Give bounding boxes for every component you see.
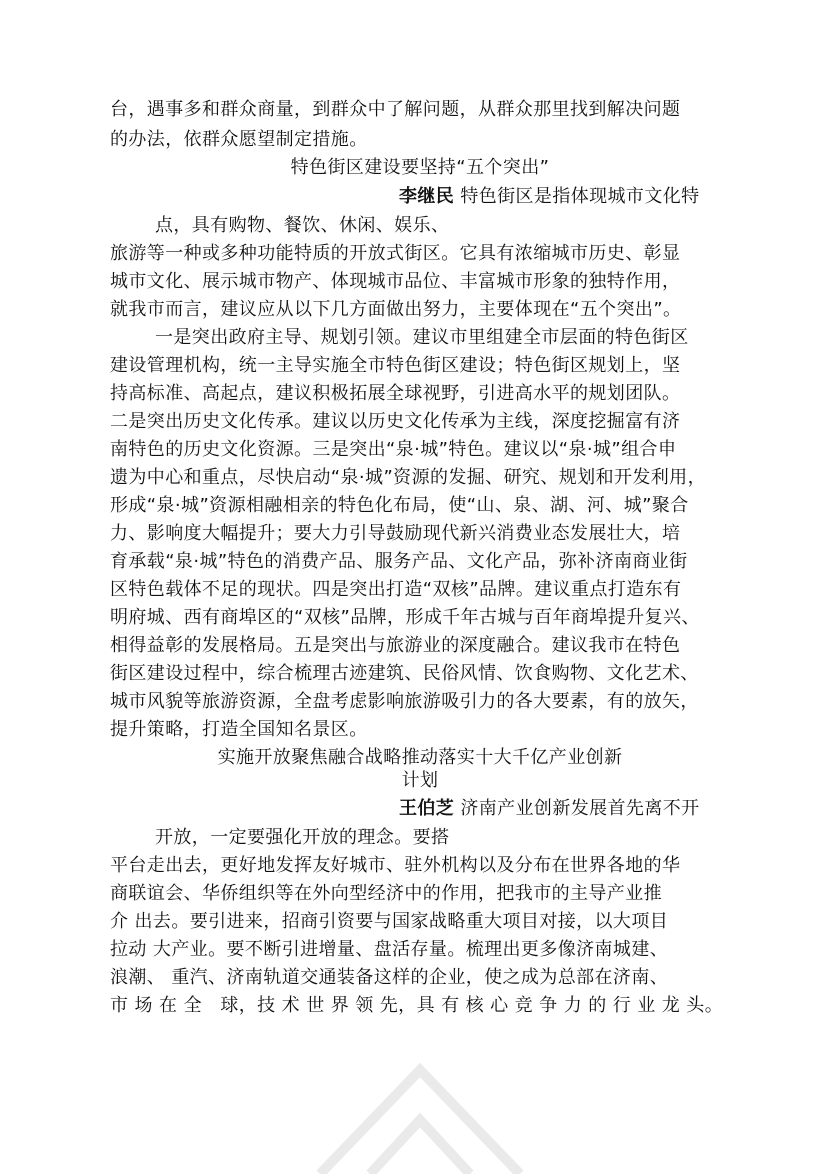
paragraph-line: 就我市而言，建议应从以下几方面做出努力，主要体现在“五个突出”。 <box>110 299 682 320</box>
paragraph-line: 商联谊会、华侨组织等在外向型经济中的作用，把我市的主导产业推 <box>110 883 662 904</box>
section-title-continued: 计划 <box>401 770 439 791</box>
watermark-graphic <box>300 1050 540 1174</box>
paragraph-line: 的办法，依群众愿望制定措施。 <box>110 129 368 150</box>
author-name: 李继民 <box>399 186 455 207</box>
paragraph-line: 力、影响度大幅提升；要大力引导鼓励现代新兴消费业态发展壮大，培 <box>110 523 681 544</box>
paragraph-line: 浪潮、 重汽、济南轨道交通装备这样的企业，使之成为总部在济南、 <box>110 967 669 988</box>
paragraph-line: 建设管理机构，统一主导实施全市特色街区建设；特色街区规划上，坚 <box>110 355 681 376</box>
paragraph-line: 育承载“泉·城”特色的消费产品、服务产品、文化产品，弥补济南商业街 <box>110 551 688 572</box>
paragraph-line: 南特色的历史文化资源。三是突出“泉·城”特色。建议以“泉·城”组合申 <box>110 439 677 460</box>
author-line <box>399 796 700 822</box>
section-title: 特色街区建设要坚持“五个突出” <box>290 157 550 178</box>
paragraph-line: 一是突出政府主导、规划引领。建议市里组建全市层面的特色街区 <box>155 327 689 348</box>
paragraph-line: 持高标准、高起点，建议积极拓展全球视野，引进高水平的规划团队。 <box>110 383 681 404</box>
paragraph-line: 相得益彰的发展格局。五是突出与旅游业的深度融合。建议我市在特色 <box>110 635 681 656</box>
paragraph-line: 旅游等一种或多种功能特质的开放式街区。它具有浓缩城市历史、彰显 <box>110 243 681 264</box>
paragraph-line: 明府城、西有商埠区的“双核”品牌，形成千年古城与百年商埠提升复兴、 <box>110 607 700 628</box>
paragraph-line: 区特色载体不足的现状。四是突出打造“双核”品牌。建议重点打造东有 <box>110 579 682 600</box>
paragraph-line: 提升策略，打造全国知名景区。 <box>110 719 368 740</box>
paragraph-line: 市 场 在 全 球，技 术 世 界 领 先，具 有 核 心 竞 争 力 的 行 业 龙 头。 <box>110 995 724 1016</box>
author-name: 王伯芝 <box>399 798 455 819</box>
paragraph-line: 点，具有购物、餐饮、休闲、娱乐、 <box>155 215 450 236</box>
author-text: 特色街区是指体现城市文化特 <box>454 186 700 207</box>
paragraph-line: 城市文化、展示城市物产、体现城市品位、丰富城市形象的独特作用， <box>110 271 681 292</box>
paragraph-line: 城市风貌等旅游资源，全盘考虑影响旅游吸引力的各大要素，有的放矢， <box>110 691 699 712</box>
paragraph-line: 介 出去。要引进来，招商引资要与国家战略重大项目对接，以大项目 <box>110 911 669 932</box>
paragraph-line: 拉动 大产业。要不断引进增量、盘活存量。梳理出更多像济南城建、 <box>110 939 669 960</box>
paragraph-line: 街区建设过程中，综合梳理古迹建筑、民俗风情、饮食购物、文化艺术、 <box>110 663 699 684</box>
paragraph-line: 形成“泉·城”资源相融相亲的特色化布局，使“山、泉、湖、河、城”聚合 <box>110 495 689 516</box>
paragraph-line: 平台走出去，更好地发挥友好城市、驻外机构以及分布在世界各地的华 <box>110 855 681 876</box>
section-title: 实施开放聚焦融合战略推动落实十大千亿产业创新 <box>217 747 623 768</box>
paragraph-line: 遗为中心和重点，尽快启动“泉·城”资源的发掘、研究、规划和开发利用， <box>110 467 706 488</box>
paragraph-line: 台，遇事多和群众商量，到群众中了解问题，从群众那里找到解决问题 <box>110 99 681 120</box>
paragraph-line: 二是突出历史文化传承。建议以历史文化传承为主线，深度挖掘富有济 <box>110 411 681 432</box>
author-line <box>399 184 700 210</box>
paragraph-line: 开放，一定要强化开放的理念。要搭 <box>155 827 450 848</box>
author-text: 济南产业创新发展首先离不开 <box>454 798 700 819</box>
